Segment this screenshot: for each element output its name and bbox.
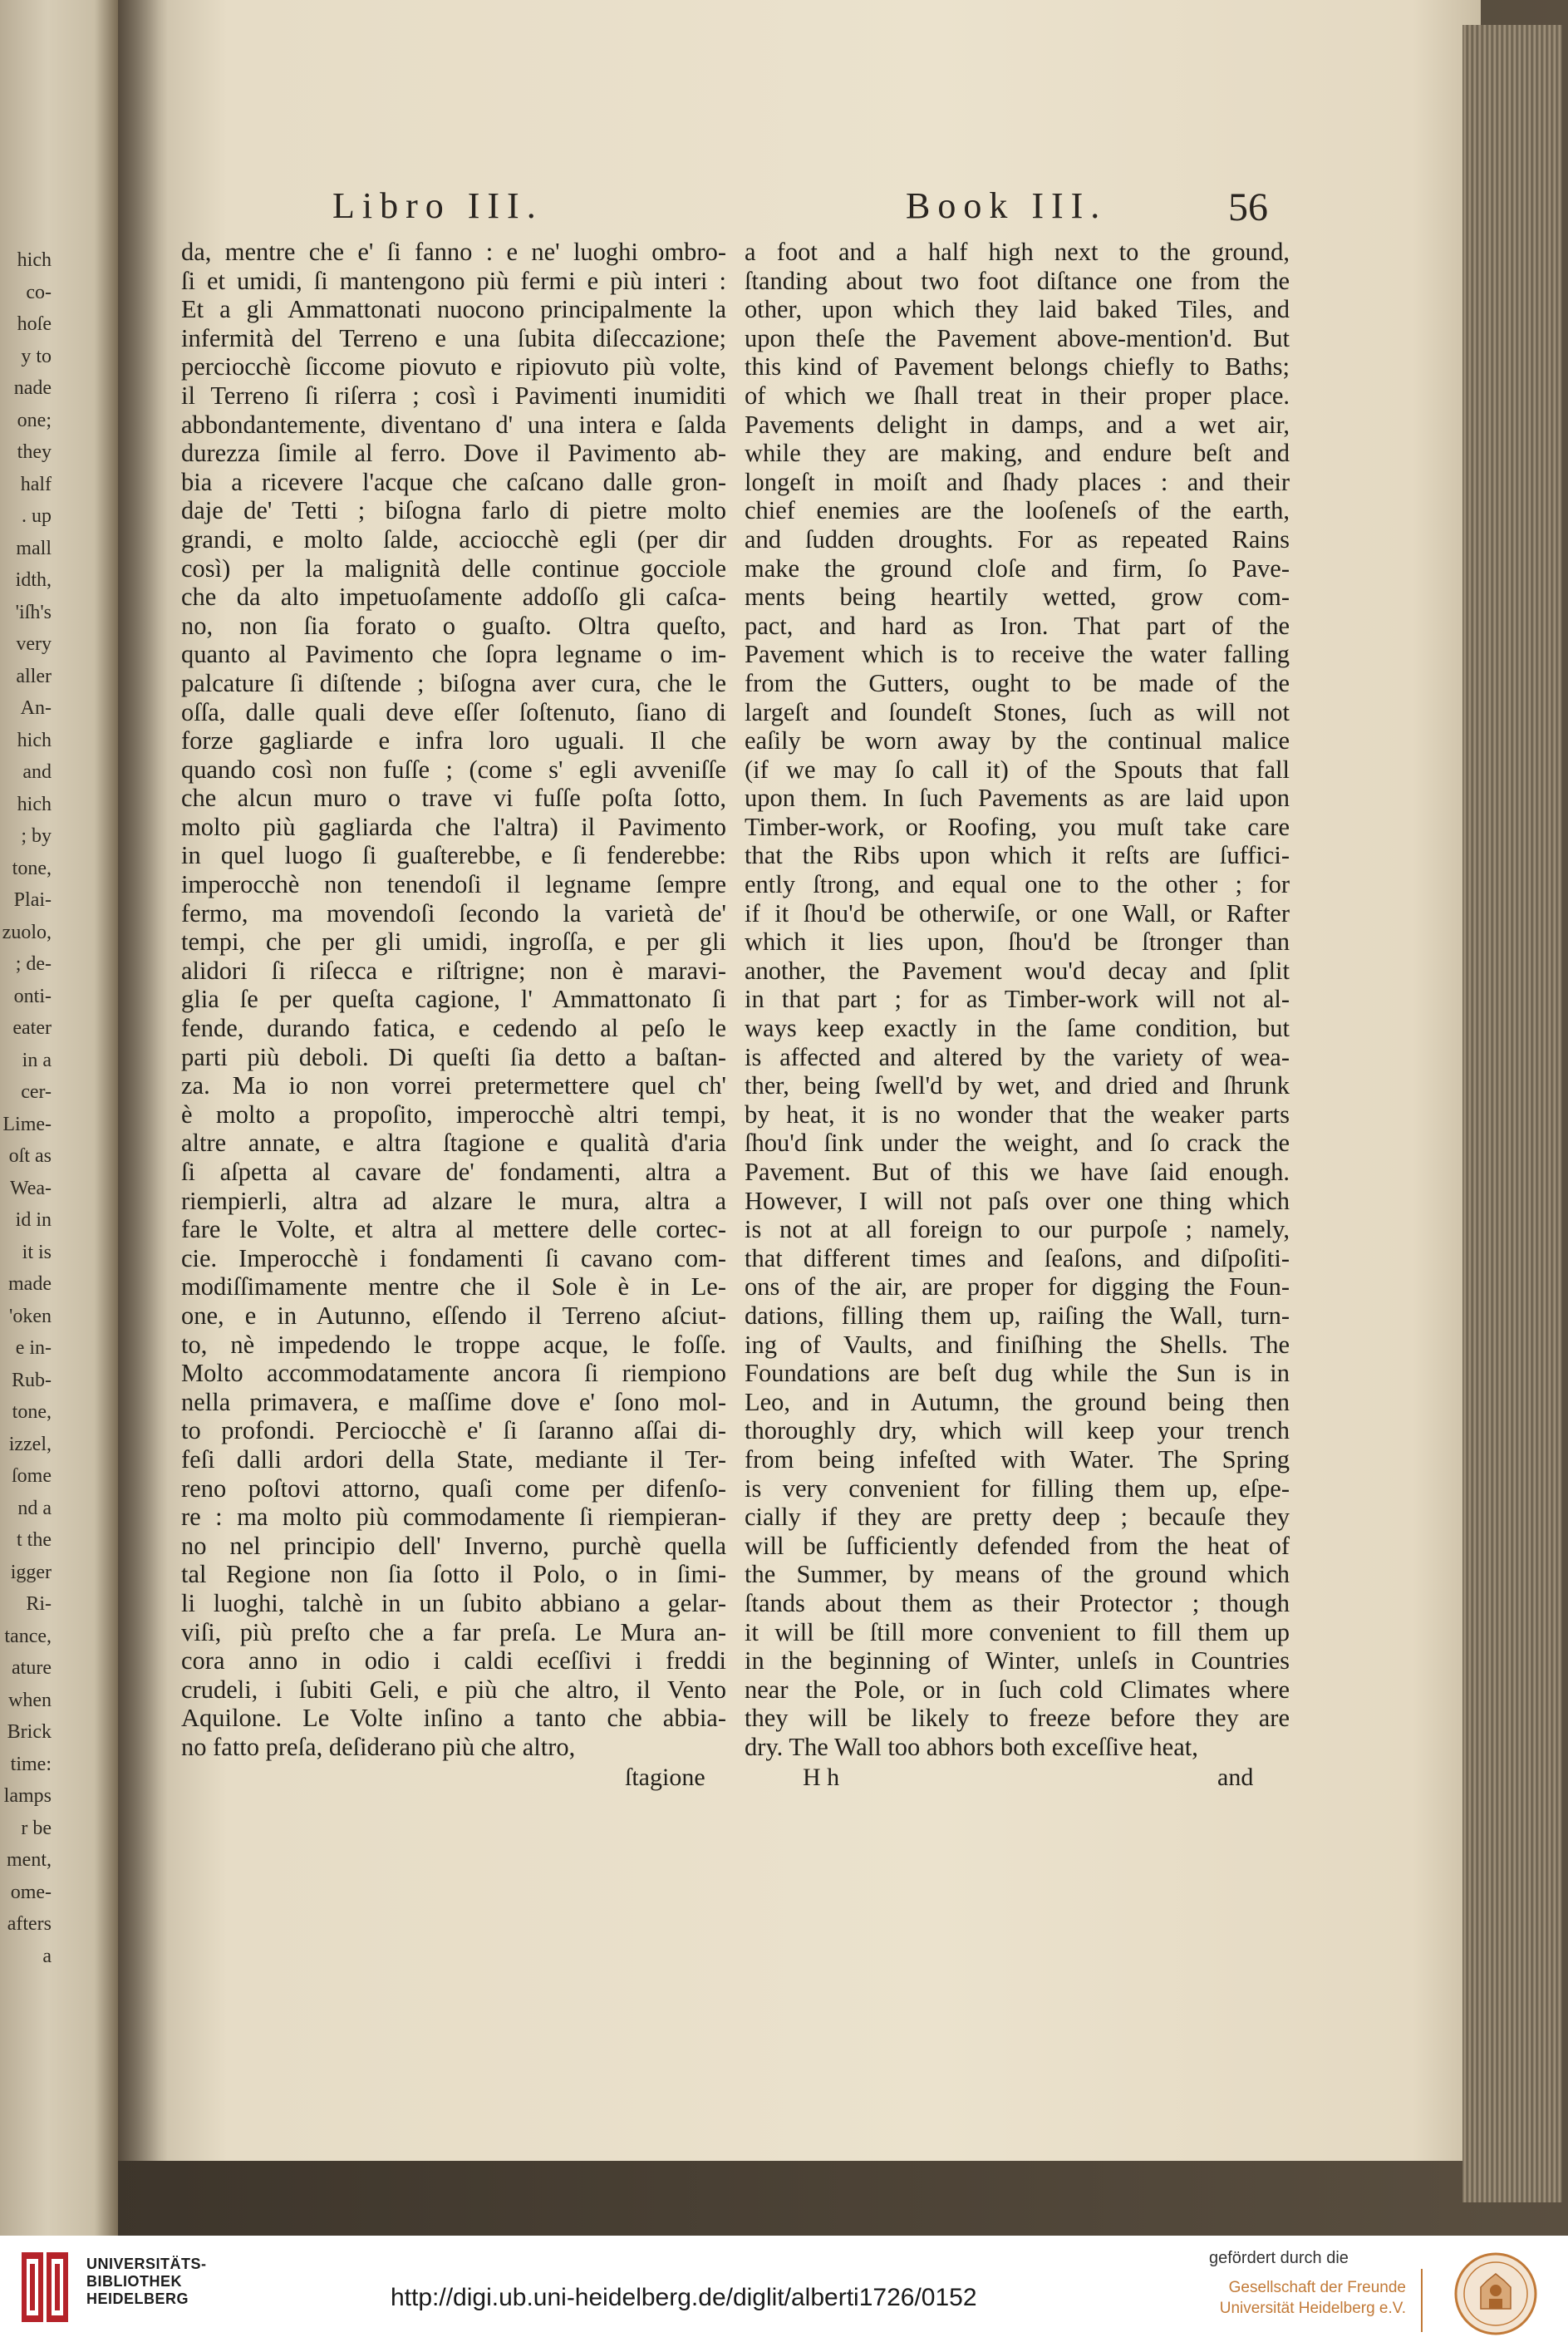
text-line: Leo, and in Autumn, the ground being then bbox=[745, 1387, 1290, 1416]
text-line: infermità del Terreno e una ſubita diſeccazione; bbox=[181, 323, 726, 352]
text-line: ther, being ſwell'd by wet, and dried and ſhrunk bbox=[745, 1071, 1290, 1100]
text-line: that different times and ſeaſons, and diſpoſiti- bbox=[745, 1243, 1290, 1272]
text-line: is affected and altered by the variety of wea- bbox=[745, 1042, 1290, 1071]
text-line: altre annate, e altra ſtagione e qualità d'aria bbox=[181, 1129, 726, 1158]
text-line: che alcun muro o trave vi fuſſe poſta ſotto, bbox=[181, 784, 726, 813]
text-line: near the Pole, or in ſuch cold Climates where bbox=[745, 1675, 1290, 1704]
text-line: that the Ribs upon which it reſts are ſuffici- bbox=[745, 841, 1290, 870]
text-line: che da alto impetuoſamente addoſſo gli caſca- bbox=[181, 583, 726, 612]
text-line: (if we may ſo call it) of the Spouts that fall bbox=[745, 755, 1290, 784]
left-page-text-fragment: time: bbox=[10, 1753, 52, 1775]
text-line: così) per la malignità delle continue gocciole bbox=[181, 554, 726, 583]
left-page-text-fragment: very bbox=[16, 633, 52, 655]
left-page-text-fragment: t the bbox=[17, 1529, 52, 1551]
catchword-english: and bbox=[1217, 1764, 1254, 1791]
text-line: from the Gutters, ought to be made of the bbox=[745, 668, 1290, 697]
text-line: largeſt and ſoundeſt Stones, ſuch as will not bbox=[745, 697, 1290, 726]
text-line: it will be ſtill more convenient to fill them up bbox=[745, 1617, 1290, 1646]
text-line: bia a ricevere l'acque che caſcano dalle gron- bbox=[181, 467, 726, 496]
left-page-text-fragment: cer- bbox=[21, 1081, 52, 1103]
left-page-text-fragment: Wea- bbox=[9, 1177, 52, 1199]
text-line: no nel principio dell' Inverno, purchè quella bbox=[181, 1531, 726, 1560]
text-line: cially if they are pretty deep ; becauſe they bbox=[745, 1503, 1290, 1532]
text-line: to profondi. Perciocchè e' ſi ſaranno aſſai di- bbox=[181, 1416, 726, 1445]
left-page-text-fragment: 'iſh's bbox=[15, 601, 52, 623]
text-line: upon theſe the Pavement above-mention'd. But bbox=[745, 323, 1290, 352]
left-page-text-fragment: izzel, bbox=[8, 1433, 52, 1455]
left-page-text-fragment: id in bbox=[15, 1209, 52, 1231]
text-line: thoroughly dry, which will keep your trench bbox=[745, 1416, 1290, 1445]
left-page-text-fragment: afters bbox=[7, 1913, 52, 1935]
text-line: nella primavera, e maſſime dove e' ſono mol- bbox=[181, 1387, 726, 1416]
text-line: grandi, e molto ſalde, acciocchè egli (per dir bbox=[181, 524, 726, 554]
text-line: fende, durando fatica, e cedendo al peſo le bbox=[181, 1014, 726, 1043]
text-line: is not at all foreign to our purpoſe ; namely, bbox=[745, 1215, 1290, 1244]
left-page-edge bbox=[0, 0, 118, 2236]
text-line: to, nè impedendo le troppe acque, le foſſe. bbox=[181, 1330, 726, 1359]
left-page-text-fragment: nd a bbox=[17, 1497, 52, 1519]
left-page-text-fragment: tone, bbox=[12, 857, 52, 879]
left-page-text-fragment: eater bbox=[12, 1017, 52, 1039]
left-page-text-fragment: e in- bbox=[15, 1337, 52, 1359]
text-line: in quel luogo ſi guaſterebbe, e ſi fenderebbe: bbox=[181, 841, 726, 870]
text-line: reno poſtovi attorno, quaſi come per difenſo- bbox=[181, 1474, 726, 1503]
text-line: pact, and hard as Iron. That part of the bbox=[745, 611, 1290, 640]
left-page-text-fragment: made bbox=[8, 1273, 52, 1295]
left-page-text-fragment: in a bbox=[22, 1049, 52, 1071]
left-page-text-fragment: idth, bbox=[15, 569, 52, 591]
text-line: tal Regione non ſia ſotto il Polo, o in ſimi- bbox=[181, 1560, 726, 1589]
text-line: no, non ſia forato o guaſto. Oltra queſto, bbox=[181, 611, 726, 640]
text-line: in the beginning of Winter, unleſs in Countries bbox=[745, 1646, 1290, 1675]
left-page-text-fragment: lamps bbox=[3, 1785, 52, 1807]
left-page-text-fragment: ſome bbox=[12, 1465, 52, 1487]
text-line: cora anno in odio i caldi eceſſivi i freddi bbox=[181, 1646, 726, 1675]
text-line: ſtanding about two foot diſtance one from the bbox=[745, 266, 1290, 295]
left-page-text-fragment: ome- bbox=[10, 1881, 52, 1903]
text-line: another, the Pavement wou'd decay and ſplit bbox=[745, 956, 1290, 985]
text-line: palcature ſi diſtende ; biſogna aver cura, che le bbox=[181, 668, 726, 697]
text-line: feſi dalli ardori della State, mediante il Ter- bbox=[181, 1444, 726, 1474]
text-line: ſi aſpetta al cavare de' fondamenti, altra a bbox=[181, 1158, 726, 1186]
text-line: eaſily be worn away by the continual malice bbox=[745, 726, 1290, 755]
library-name-line: HEIDELBERG bbox=[86, 2290, 189, 2307]
library-name bbox=[86, 2256, 207, 2308]
text-line: ently ſtrong, and equal one to the other ; for bbox=[745, 870, 1290, 899]
left-page-text-fragment: oſt as bbox=[8, 1145, 52, 1167]
text-line: Pavement. But of this we have ſaid enough. bbox=[745, 1158, 1290, 1186]
english-text-column bbox=[745, 238, 1290, 1761]
sponsor-name-line: Universität Heidelberg e.V. bbox=[1219, 2300, 1406, 2317]
left-page-text-fragment: tance, bbox=[4, 1625, 52, 1647]
left-page-text-fragment: aller bbox=[16, 665, 52, 687]
text-line: and ſudden droughts. For as repeated Rains bbox=[745, 524, 1290, 554]
text-line: by heat, it is no wonder that the weaker parts bbox=[745, 1100, 1290, 1129]
text-line: Et a gli Ammattonati nuocono principalmente la bbox=[181, 295, 726, 324]
text-line: viſi, più preſto che a far preſa. Le Mura an- bbox=[181, 1617, 726, 1646]
left-page-text-fragment: tone, bbox=[12, 1401, 52, 1423]
text-line: chief enemies are the looſeneſs of the earth, bbox=[745, 496, 1290, 525]
text-line: is very convenient for filling them up, eſpe- bbox=[745, 1474, 1290, 1503]
text-line: forze gagliarde e infra loro uguali. Il che bbox=[181, 726, 726, 755]
text-line: of which we ſhall treat in their proper place. bbox=[745, 381, 1290, 410]
text-line: ways keep exactly in the ſame condition, but bbox=[745, 1014, 1290, 1043]
text-line: fermo, ma movendoſi ſecondo la varietà de' bbox=[181, 898, 726, 927]
left-page-text-fragment: zuolo, bbox=[2, 921, 52, 943]
running-head-english: Book III. bbox=[906, 185, 1108, 226]
running-head-italian: Libro III. bbox=[332, 185, 543, 226]
text-line: which it lies upon, ſhou'd be ſtronger than bbox=[745, 927, 1290, 957]
text-line: However, I will not paſs over one thing which bbox=[745, 1186, 1290, 1215]
text-line: Pavements delight in damps, and a wet air, bbox=[745, 410, 1290, 439]
catchword-italian: ſtagione bbox=[625, 1764, 705, 1791]
text-line: daje de' Tetti ; biſogna farlo di pietre molto bbox=[181, 496, 726, 525]
binding-shadow bbox=[118, 0, 168, 2161]
left-page-text-fragment: . up bbox=[22, 505, 52, 527]
text-line: da, mentre che e' ſi fanno : e ne' luoghi ombro- bbox=[181, 238, 726, 266]
text-line: ſhou'd ſink under the weight, and ſo crack the bbox=[745, 1129, 1290, 1158]
page-number: 56 bbox=[1228, 185, 1268, 229]
left-page-text-fragment: 'oken bbox=[9, 1305, 52, 1327]
university-seal-icon bbox=[1452, 2251, 1539, 2337]
text-line: a foot and a half high next to the ground, bbox=[745, 238, 1290, 266]
text-line: è molto a propoſito, imperocchè altri tempi, bbox=[181, 1100, 726, 1129]
left-page-text-fragment: they bbox=[17, 441, 52, 463]
text-line: imperocchè non tenendoſi il legname ſempre bbox=[181, 870, 726, 899]
text-line: perciocchè ſiccome piovuto e ripiovuto più volte, bbox=[181, 352, 726, 381]
text-line: Pavement which is to receive the water falling bbox=[745, 640, 1290, 669]
text-line: fare le Volte, et altra al mettere delle cortec- bbox=[181, 1215, 726, 1244]
text-line: crudeli, i ſubiti Geli, e più che altro, il Vento bbox=[181, 1675, 726, 1704]
text-line: make the ground cloſe and firm, ſo Pave- bbox=[745, 554, 1290, 583]
text-line: tempi, che per gli umidi, ingroſſa, e per gli bbox=[181, 927, 726, 957]
text-line: ons of the air, are proper for digging the Foun- bbox=[745, 1272, 1290, 1301]
viewer-footer bbox=[0, 2236, 1568, 2347]
text-line: modiſſimamente mentre che il Sole è in Le- bbox=[181, 1272, 726, 1301]
text-line: glia ſe per queſta cagione, l' Ammattonato ſi bbox=[181, 985, 726, 1014]
left-page-text-fragment: one; bbox=[17, 409, 52, 431]
left-page-text-fragment: half bbox=[20, 473, 52, 495]
left-page-text-fragment: igger bbox=[10, 1561, 52, 1583]
text-line: ſtands about them as their Protector ; though bbox=[745, 1588, 1290, 1617]
left-page-text-fragment: ; by bbox=[21, 825, 52, 847]
text-line: no fatto preſa, deſiderano più che altro, bbox=[181, 1732, 576, 1761]
left-page-text-fragment: when bbox=[8, 1689, 52, 1711]
left-page-text-fragment: Ri- bbox=[26, 1593, 52, 1615]
text-line: quando così non fuſſe ; (come s' egli avveniſſe bbox=[181, 755, 726, 784]
text-line: riempierli, altra ad alzare le mura, altra a bbox=[181, 1186, 726, 1215]
left-page-text-fragment: a bbox=[42, 1945, 52, 1967]
permalink-url[interactable]: http://digi.ub.uni-heidelberg.de/diglit/alberti1726/0152 bbox=[391, 2284, 977, 2311]
text-line: in that part ; for as Timber-work will not al- bbox=[745, 985, 1290, 1014]
text-line: ments being heartily wetted, grow com- bbox=[745, 583, 1290, 612]
text-line: from being infeſted with Water. The Spring bbox=[745, 1444, 1290, 1474]
left-page-text-fragment: Brick bbox=[7, 1721, 52, 1743]
left-page-text-fragment: hoſe bbox=[17, 313, 52, 335]
library-name-line: BIBLIOTHEK bbox=[86, 2273, 182, 2290]
text-line: ing of Vaults, and finiſhing the Shells. The bbox=[745, 1330, 1290, 1359]
text-line: Timber-work, or Roofing, you muſt take care bbox=[745, 812, 1290, 841]
signature-mark: H h bbox=[803, 1764, 840, 1791]
text-line: ſi et umidi, ſi mantengono più fermi e più interi : bbox=[181, 266, 726, 295]
left-page-text-fragment: hich bbox=[17, 249, 52, 271]
left-page-text-fragment: Rub- bbox=[12, 1369, 52, 1391]
left-page-text-fragment: r be bbox=[21, 1817, 52, 1839]
text-line: the Summer, by means of the ground which bbox=[745, 1560, 1290, 1589]
text-line: dations, filling them up, raiſing the Wall, turn- bbox=[745, 1301, 1290, 1330]
text-line: Foundations are beſt dug while the Sun is in bbox=[745, 1359, 1290, 1388]
text-line: this kind of Pavement belongs chiefly to Baths; bbox=[745, 352, 1290, 381]
text-line: while they are making, and endure beſt and bbox=[745, 439, 1290, 468]
left-page-text-fragment: hich bbox=[17, 729, 52, 751]
university-library-logo-icon bbox=[17, 2247, 75, 2327]
text-line: they will be likely to freeze before they are bbox=[745, 1704, 1290, 1733]
left-page-text-fragment: hich bbox=[17, 793, 52, 815]
text-line: alidori ſi riſecca e riſtrigne; non è maravi- bbox=[181, 956, 726, 985]
library-name-line: UNIVERSITÄTS- bbox=[86, 2256, 207, 2272]
left-page-text-fragment: ature bbox=[12, 1657, 52, 1679]
text-line: will be ſufficiently defended from the heat of bbox=[745, 1531, 1290, 1560]
text-line: quanto al Pavimento che ſopra legname o im- bbox=[181, 640, 726, 669]
text-line: za. Ma io non vorrei pretermettere quel ch' bbox=[181, 1071, 726, 1100]
left-page-text-fragment: it is bbox=[22, 1241, 52, 1263]
page-edges bbox=[1462, 25, 1562, 2202]
left-page-text-fragment: mall bbox=[16, 537, 52, 559]
text-line: parti più deboli. Di queſti ſia detto a baſtan- bbox=[181, 1042, 726, 1071]
italian-text-column bbox=[181, 238, 726, 1761]
text-line: li luoghi, talchè in un ſubito abbiano a gelar- bbox=[181, 1588, 726, 1617]
text-line: cie. Imperocchè i fondamenti ſi cavano com- bbox=[181, 1243, 726, 1272]
text-line: one, e in Autunno, eſſendo il Terreno aſciut- bbox=[181, 1301, 726, 1330]
text-line: dry. The Wall too abhors both exceſſive heat, bbox=[745, 1732, 1198, 1761]
text-line: Molto accommodatamente ancora ſi riempiono bbox=[181, 1359, 726, 1388]
text-line: other, upon which they laid baked Tiles, and bbox=[745, 295, 1290, 324]
text-line: molto più gagliarda che l'altra) il Pavimento bbox=[181, 812, 726, 841]
left-page-text-fragment: An- bbox=[20, 697, 52, 719]
sponsor-caption: gefördert durch die bbox=[1209, 2249, 1349, 2267]
left-page-text-fragment: ment, bbox=[7, 1849, 52, 1871]
sponsor-name-line: Gesellschaft der Freunde bbox=[1228, 2279, 1406, 2296]
left-page-text-fragment: Lime- bbox=[2, 1113, 52, 1135]
text-line: Aquilone. Le Volte inſino a tanto che abbia- bbox=[181, 1704, 726, 1733]
left-page-text-fragment: ; de- bbox=[15, 953, 52, 975]
text-line: durezza ſimile al ferro. Dove il Pavimento ab- bbox=[181, 439, 726, 468]
text-line: if it ſhou'd be otherwiſe, or one Wall, or Rafter bbox=[745, 898, 1290, 927]
left-page-text-fragment: and bbox=[22, 761, 52, 783]
text-line: upon them. In ſuch Pavements as are laid upon bbox=[745, 784, 1290, 813]
left-page-text-fragment: Plai- bbox=[13, 889, 52, 911]
sponsor-name bbox=[1207, 2277, 1406, 2319]
text-line: il Terreno ſi riſerra ; così i Pavimenti inumiditi bbox=[181, 381, 726, 410]
text-line: longeſt in moiſt and ſhady places : and their bbox=[745, 467, 1290, 496]
footer-divider bbox=[1421, 2269, 1423, 2332]
left-page-text-fragment: y to bbox=[21, 345, 52, 367]
left-page-text-fragment: co- bbox=[26, 281, 52, 303]
text-line: re : ma molto più commodamente ſi riempieran- bbox=[181, 1503, 726, 1532]
left-page-text-fragment: onti- bbox=[13, 985, 52, 1007]
text-line: abbondantemente, diventano d' una intera e ſalda bbox=[181, 410, 726, 439]
text-line: oſſa, dalle quali deve eſſer ſoſtenuto, ſiano di bbox=[181, 697, 726, 726]
left-page-text-fragment: nade bbox=[13, 377, 52, 399]
